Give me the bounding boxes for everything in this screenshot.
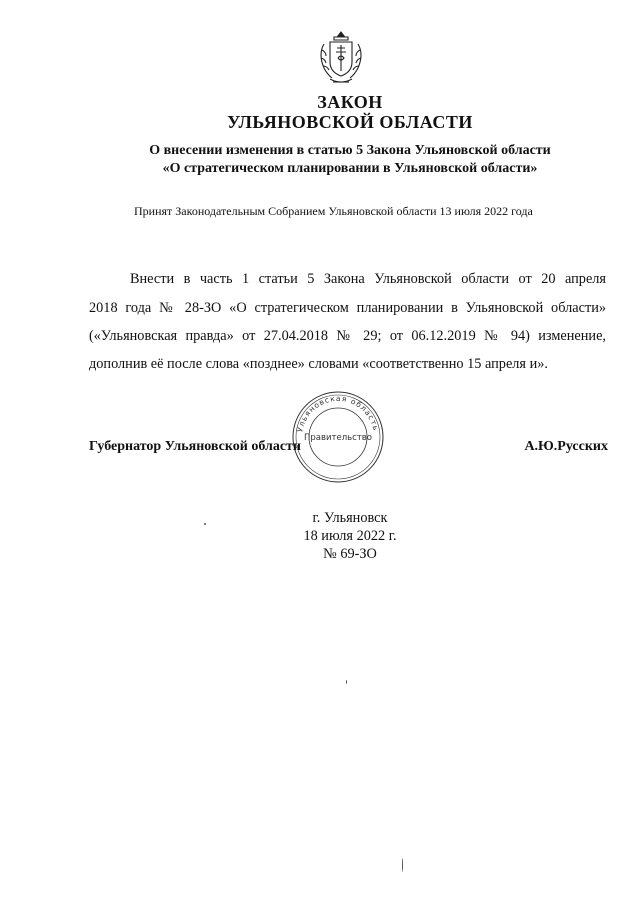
signatory-title: Губернатор Ульяновской области <box>89 439 301 454</box>
body-line-4: дополнив её после слова «позднее» словами «соответственно 15 апреля и». <box>89 356 548 372</box>
law-number: № 69-ЗО <box>323 546 377 562</box>
scan-speck <box>204 523 206 525</box>
body-line-1: Внести в часть 1 статьи 5 Закона Ульяновской области от 20 апреля <box>130 271 606 287</box>
law-subject-line1: О внесении изменения в статью 5 Закона Ульяновской области <box>149 143 551 158</box>
law-subject-line2: «О стратегическом планировании в Ульяновской области» <box>162 161 538 176</box>
signatory-name: А.Ю.Русских <box>524 439 608 454</box>
scan-speck <box>346 680 347 684</box>
coat-of-arms-icon <box>316 28 366 86</box>
scan-speck <box>402 858 403 872</box>
law-region-title: УЛЬЯНОВСКОЙ ОБЛАСТИ <box>227 112 473 132</box>
signing-date: 18 июля 2022 г. <box>303 528 397 544</box>
svg-text:Ульяновская область: Ульяновская область <box>295 393 381 433</box>
body-line-3: («Ульяновская правда» от 27.04.2018 № 29; от 06.12.2019 № 94) изменение, <box>89 328 606 344</box>
law-title: ЗАКОН <box>317 92 383 112</box>
adoption-note: Принят Законодательным Собранием Ульяновской области 13 июля 2022 года <box>134 204 533 218</box>
official-stamp <box>290 389 386 485</box>
stamp-center-text: Правительство <box>304 433 372 443</box>
body-line-2: 2018 года № 28-ЗО «О стратегическом планировании в Ульяновской области» <box>89 300 606 316</box>
city: г. Ульяновск <box>312 510 388 526</box>
